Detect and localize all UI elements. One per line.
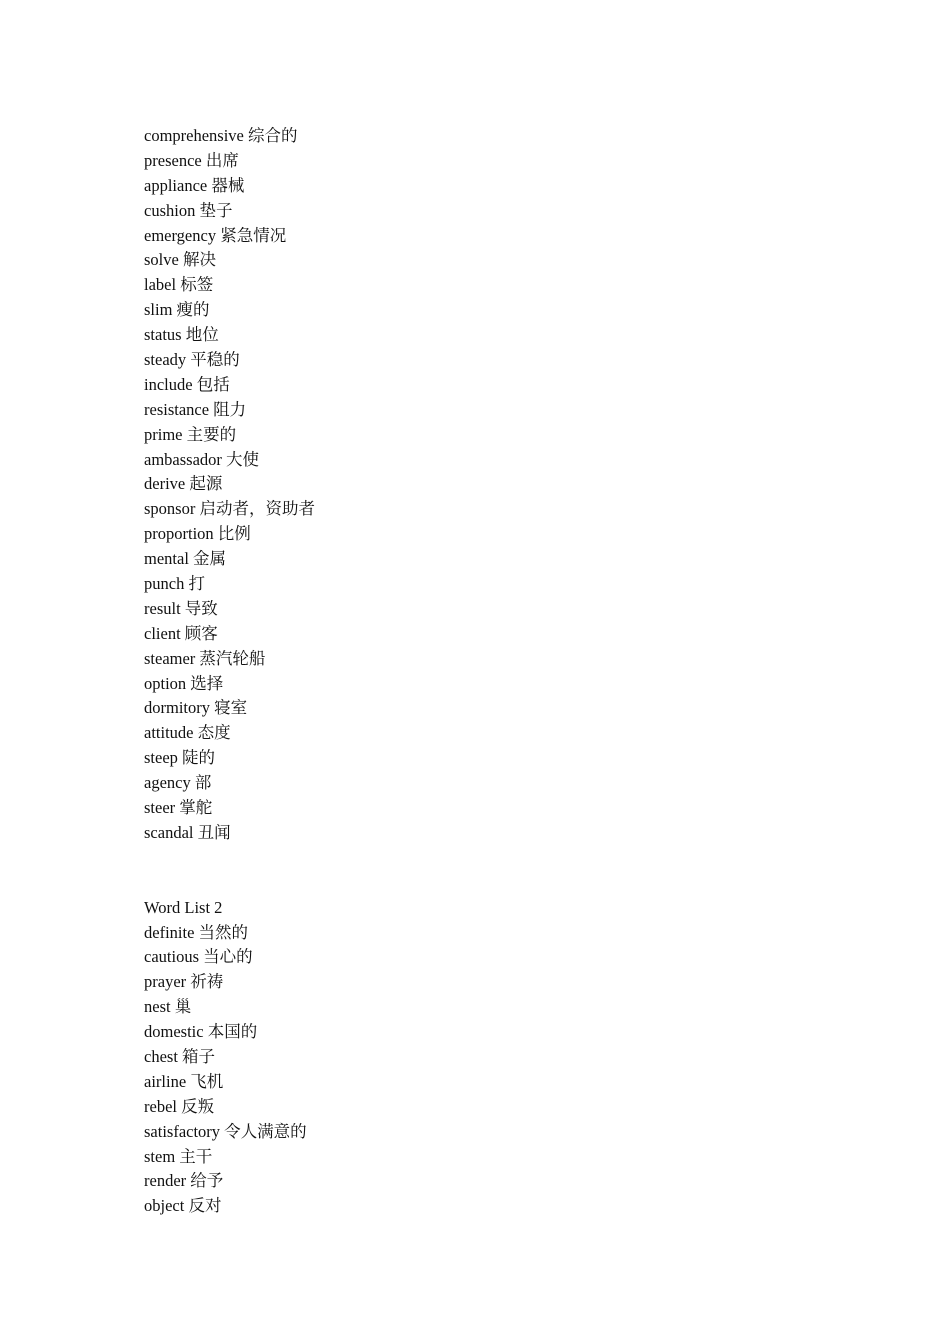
word-entry: sponsor 启动者，资助者 (144, 499, 315, 519)
word-entry: attitude 态度 (144, 723, 231, 743)
word-entry: resistance 阻力 (144, 399, 247, 419)
word-entry: steep 陡的 (144, 748, 216, 768)
word-entry: cautious 当心的 (144, 947, 253, 967)
word-entry: solve 解决 (144, 250, 216, 270)
section-spacer (144, 846, 844, 896)
word-entry: ambassador 大使 (144, 449, 260, 469)
word-entry: appliance 器械 (144, 175, 245, 195)
word-entry: option 选择 (144, 673, 224, 693)
word-entry: airline 飞机 (144, 1071, 224, 1091)
word-entry: proportion 比例 (144, 524, 251, 544)
word-entry: label 标签 (144, 275, 214, 295)
word-entry: slim 瘦的 (144, 300, 210, 320)
word-entry: rebel 反叛 (144, 1096, 215, 1116)
word-entry: comprehensive 综合的 (144, 126, 298, 145)
word-entry: object 反对 (144, 1196, 222, 1216)
word-entry: include 包括 (144, 374, 230, 394)
word-entry: prayer 祈祷 (144, 972, 224, 992)
word-list-2 (144, 896, 844, 1220)
word-entry: emergency 紧急情况 (144, 225, 287, 245)
word-entry: satisfactory 令人满意的 (144, 1121, 307, 1141)
word-entry: client 顾客 (144, 623, 218, 643)
word-entry: domestic 本国的 (144, 1022, 258, 1042)
word-entry: chest 箱子 (144, 1046, 216, 1066)
word-entry: stem 主干 (144, 1146, 213, 1166)
word-entry: definite 当然的 (144, 922, 249, 942)
word-entry: result 导致 (144, 598, 218, 618)
word-entry: mental 金属 (144, 549, 227, 569)
word-list-1 (144, 124, 844, 846)
word-entry: cushion 垫子 (144, 200, 233, 220)
word-entry: steer 掌舵 (144, 798, 213, 818)
word-entry: agency 部 (144, 773, 212, 793)
word-entry: steamer 蒸汽轮船 (144, 648, 266, 668)
word-entry: punch 打 (144, 574, 205, 594)
word-entry: dormitory 寝室 (144, 698, 248, 718)
word-entry: derive 起源 (144, 474, 223, 494)
word-list-heading: Word List 2 (144, 897, 223, 917)
word-entry: prime 主要的 (144, 424, 237, 444)
word-entry: scandal 丑闻 (144, 822, 231, 842)
vocabulary-content (144, 124, 844, 1219)
word-entry: render 给予 (144, 1171, 224, 1191)
word-entry: status 地位 (144, 325, 219, 345)
word-entry: presence 出席 (144, 150, 239, 170)
word-entry: nest 巢 (144, 997, 192, 1017)
word-entry: steady 平稳的 (144, 350, 240, 370)
